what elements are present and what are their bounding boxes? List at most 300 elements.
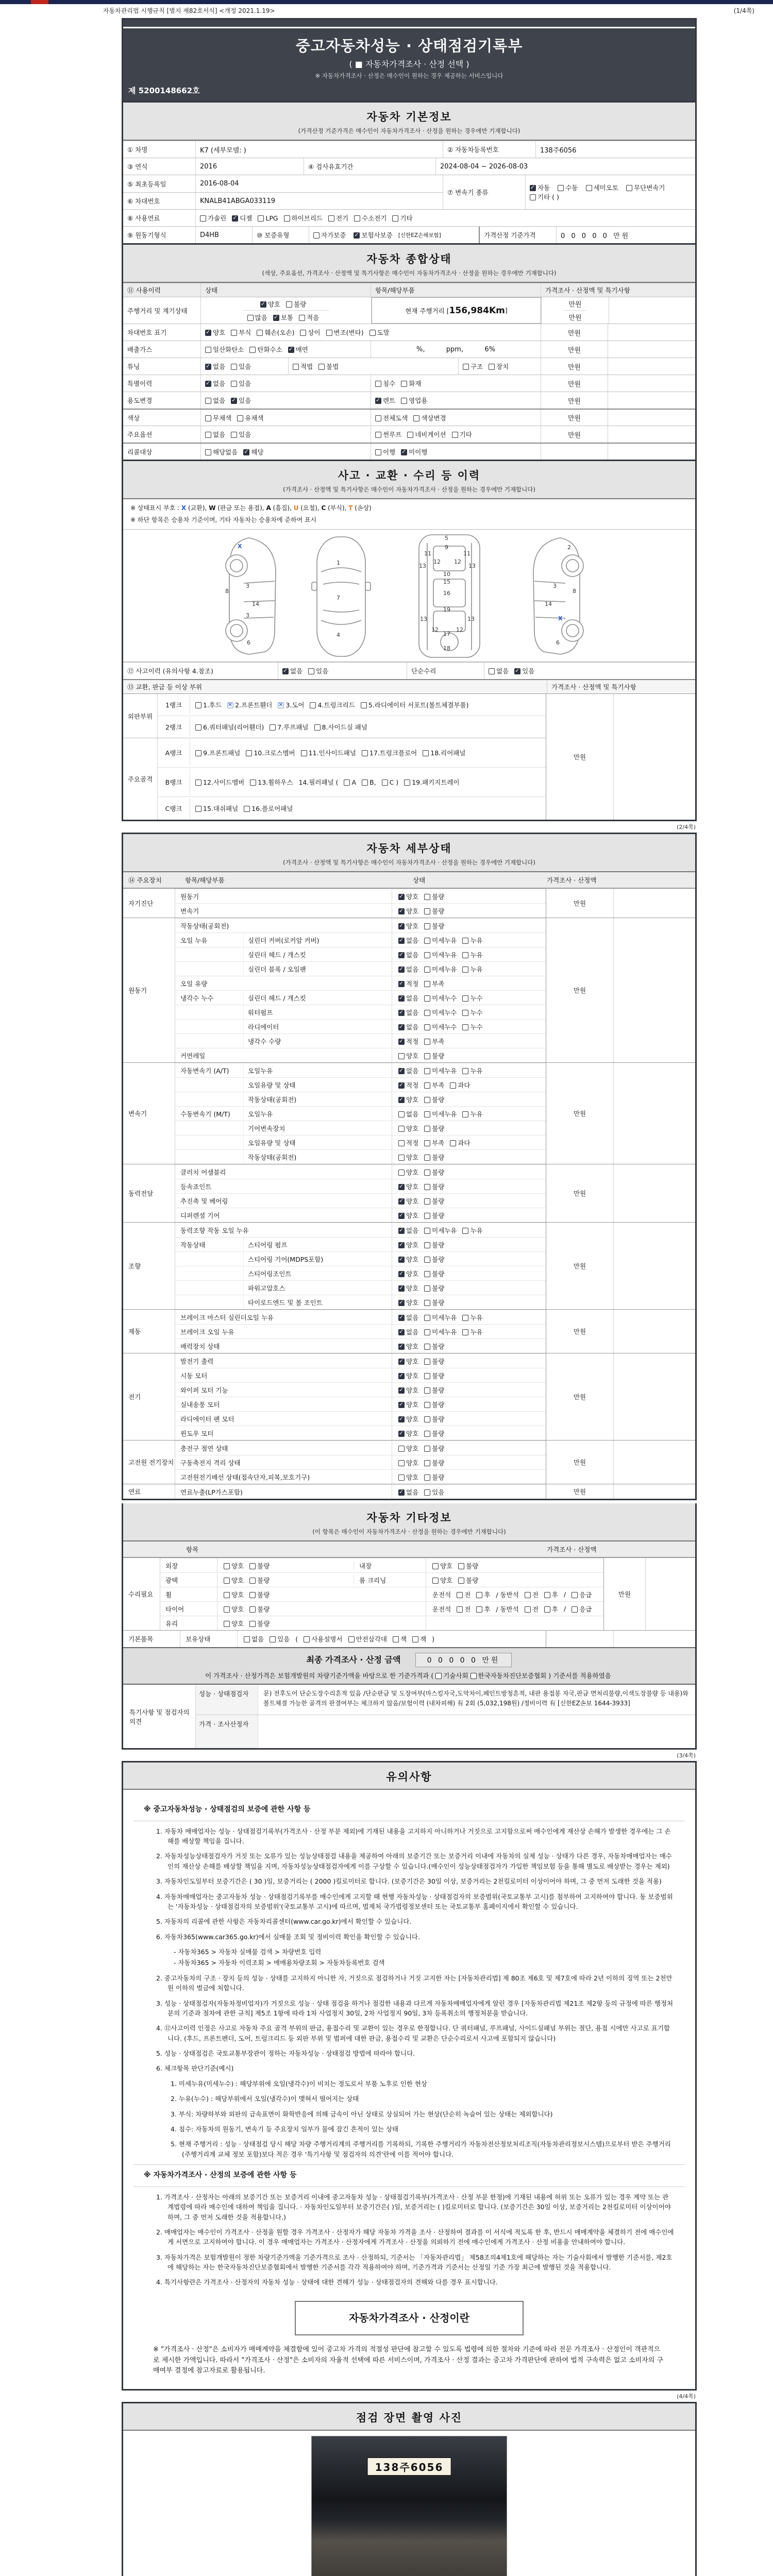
checkbox[interactable] <box>398 1271 405 1277</box>
checkbox[interactable] <box>398 1024 405 1030</box>
checkbox[interactable] <box>398 1257 405 1263</box>
checkbox[interactable] <box>195 806 201 812</box>
checkbox[interactable] <box>257 330 263 336</box>
repair-option <box>489 666 509 675</box>
checkbox[interactable] <box>424 1315 430 1321</box>
checkbox[interactable] <box>424 1155 430 1161</box>
state-option <box>398 1211 418 1220</box>
checkbox[interactable] <box>586 185 592 191</box>
checkbox[interactable] <box>476 1606 482 1613</box>
checkbox[interactable] <box>398 1184 405 1190</box>
checkbox[interactable] <box>243 449 249 455</box>
checkbox[interactable] <box>398 1359 405 1365</box>
checkbox[interactable] <box>424 1097 430 1103</box>
checkbox[interactable] <box>626 185 632 191</box>
transmission-option <box>558 183 578 192</box>
checkbox[interactable] <box>423 750 429 756</box>
photos-title: 점검 장면 촬영 사진 <box>356 2412 463 2425</box>
checkbox[interactable] <box>530 194 536 200</box>
final-price-label: 최종 가격조사 · 산정 금액 <box>306 1655 401 1665</box>
checkbox[interactable] <box>375 432 381 438</box>
repair-state-option <box>457 1590 470 1599</box>
checkbox[interactable] <box>375 449 381 455</box>
checkbox[interactable] <box>231 330 237 336</box>
checkbox[interactable] <box>369 330 376 336</box>
repair-state-option <box>224 1590 244 1599</box>
checkbox[interactable] <box>424 938 430 944</box>
checkbox[interactable] <box>398 981 405 987</box>
checkbox[interactable] <box>382 779 388 786</box>
checkbox[interactable] <box>401 381 407 387</box>
checkbox[interactable] <box>224 1606 230 1613</box>
checkbox[interactable] <box>375 415 381 421</box>
checkbox[interactable] <box>398 894 405 900</box>
checkbox[interactable] <box>525 1606 531 1613</box>
tuning-kind-options <box>458 358 541 375</box>
checkbox[interactable] <box>401 449 407 455</box>
checkbox[interactable] <box>558 185 564 191</box>
vin-option <box>205 328 225 337</box>
checkbox[interactable] <box>398 1111 405 1117</box>
state-option <box>398 1400 418 1409</box>
state-option <box>398 1357 418 1366</box>
main-option-label: 주요옵션 <box>127 431 153 438</box>
checkbox[interactable] <box>424 1111 430 1117</box>
checkbox[interactable] <box>270 1636 276 1642</box>
checkbox[interactable] <box>544 1606 550 1613</box>
checkbox[interactable] <box>424 1010 430 1016</box>
checkbox[interactable] <box>205 381 211 387</box>
checkbox[interactable] <box>244 1636 250 1642</box>
checkbox-label: 없음 <box>406 1488 419 1496</box>
checkbox[interactable] <box>424 1039 430 1045</box>
checkbox[interactable] <box>314 724 321 731</box>
checkbox-label: 있음 <box>316 667 329 675</box>
checkbox[interactable] <box>205 415 211 421</box>
checkbox[interactable] <box>401 398 407 404</box>
checkbox[interactable] <box>424 1213 430 1219</box>
detail-row <box>175 961 546 976</box>
checkbox[interactable] <box>246 750 252 756</box>
item-subname: 스티어링 기어(MDPS포함) <box>243 1252 392 1266</box>
checkbox[interactable] <box>424 1416 430 1422</box>
checkbox[interactable] <box>398 1228 405 1234</box>
notice-item: 5. 성능 · 상태점검은 국토교통부장관이 정하는 자동차성능 · 상태점검 방법에 따라야 합니다. <box>156 2049 415 2058</box>
checkbox[interactable] <box>462 952 468 958</box>
checkbox[interactable] <box>407 432 413 438</box>
checkbox[interactable] <box>462 1068 468 1074</box>
checkbox[interactable] <box>398 1053 405 1059</box>
checkbox[interactable] <box>424 1387 430 1394</box>
state-option <box>424 1429 444 1438</box>
checkbox[interactable] <box>224 1563 230 1569</box>
checkbox-label: 기준서를 적용하였음 <box>553 1672 611 1680</box>
checkbox[interactable] <box>424 1082 430 1089</box>
checkbox[interactable] <box>462 995 468 1002</box>
checkbox[interactable] <box>463 364 469 370</box>
detail-row <box>175 1469 546 1484</box>
checkbox[interactable] <box>205 330 211 336</box>
checkbox[interactable] <box>462 1010 468 1016</box>
checkbox[interactable] <box>195 724 201 731</box>
checkbox-label: 부족 <box>432 1139 445 1147</box>
checkbox-label: 미세누유 <box>432 1110 457 1118</box>
checkbox[interactable] <box>398 1489 405 1496</box>
checkbox[interactable] <box>452 432 458 438</box>
checkbox-label: 양호 <box>231 1605 244 1613</box>
detail-row <box>175 1440 546 1455</box>
checkbox[interactable] <box>398 1010 405 1016</box>
checkbox[interactable] <box>224 1621 230 1627</box>
checkbox[interactable] <box>328 215 334 222</box>
vin-label: ⑥ 차대번호 <box>127 197 160 205</box>
checkbox[interactable] <box>424 1285 430 1292</box>
checkbox[interactable] <box>258 215 264 222</box>
checkbox[interactable] <box>572 1606 578 1613</box>
checkbox[interactable] <box>424 1431 430 1437</box>
checkbox[interactable] <box>301 750 307 756</box>
checkbox[interactable] <box>489 364 495 370</box>
checkbox[interactable] <box>398 1373 405 1379</box>
checkbox[interactable] <box>270 724 276 731</box>
special-exist-options <box>200 375 371 392</box>
col-item: 항목/해당부품 <box>185 876 225 884</box>
page-indicator-2: (2/4쪽) <box>677 824 696 831</box>
diagram-label: 18 <box>443 645 450 652</box>
checkbox[interactable] <box>205 347 211 353</box>
checkbox[interactable] <box>398 1140 405 1146</box>
checkbox[interactable] <box>525 1592 531 1598</box>
checkbox[interactable] <box>424 908 430 914</box>
checkbox[interactable] <box>424 1475 430 1481</box>
checkbox[interactable] <box>432 1563 439 1569</box>
checkbox-label: 불량 <box>432 1168 445 1176</box>
checkbox[interactable] <box>398 1242 405 1248</box>
col-item: 항목 <box>186 1546 199 1553</box>
checkbox[interactable] <box>424 1373 430 1379</box>
document-title: 중고자동차성능 · 상태점검기록부 <box>295 37 523 55</box>
checkbox-label: 부족 <box>432 1081 445 1089</box>
detail-row <box>175 1005 546 1019</box>
checkbox[interactable] <box>424 1402 430 1408</box>
checkbox[interactable] <box>326 330 332 336</box>
inspection-period-value: 2024-08-04 ~ 2026-08-03 <box>435 158 695 175</box>
checkbox[interactable] <box>344 779 350 786</box>
checkbox[interactable] <box>398 967 405 973</box>
checkbox[interactable] <box>348 1636 355 1642</box>
checkbox[interactable] <box>424 1344 430 1350</box>
checkbox[interactable] <box>318 364 325 370</box>
checkbox[interactable] <box>476 1592 482 1598</box>
checkbox[interactable] <box>231 364 237 370</box>
checkbox[interactable] <box>398 908 405 914</box>
checkbox[interactable] <box>432 1578 439 1584</box>
checkbox[interactable] <box>424 1271 430 1277</box>
checkbox[interactable] <box>424 894 430 900</box>
checkbox[interactable] <box>398 1300 405 1306</box>
state-option <box>424 964 457 974</box>
repair-item: 휠 <box>165 1590 172 1599</box>
checkbox[interactable] <box>231 381 237 387</box>
checkbox[interactable] <box>205 449 211 455</box>
usage-option <box>205 396 225 405</box>
checkbox[interactable] <box>249 1563 256 1569</box>
checkbox[interactable] <box>398 1097 405 1103</box>
checkbox[interactable] <box>398 1039 405 1045</box>
checkbox[interactable] <box>424 1300 430 1306</box>
checkbox[interactable] <box>304 1636 310 1642</box>
checkbox[interactable] <box>450 1140 456 1146</box>
checkbox[interactable] <box>398 1475 405 1481</box>
item-name: 실내송풍 모터 <box>180 1400 220 1409</box>
checkbox[interactable] <box>462 1228 468 1234</box>
checkbox-label: 응급 <box>579 1605 592 1613</box>
checkbox[interactable] <box>244 806 250 812</box>
checkbox[interactable] <box>462 938 468 944</box>
checkbox[interactable] <box>424 952 430 958</box>
checkbox[interactable] <box>200 215 206 222</box>
checkbox[interactable] <box>435 1673 442 1679</box>
checkbox[interactable] <box>313 232 320 239</box>
checkbox[interactable] <box>398 1344 405 1350</box>
checkbox[interactable] <box>424 1242 430 1248</box>
detail-row <box>175 1338 546 1353</box>
checkbox[interactable] <box>237 415 243 421</box>
checkbox[interactable] <box>404 779 410 786</box>
checkbox[interactable] <box>458 1563 464 1569</box>
checkbox-label: 과다 <box>458 1081 470 1089</box>
panel-option <box>278 700 304 709</box>
checkbox[interactable] <box>398 1068 405 1074</box>
checkbox[interactable] <box>260 301 266 308</box>
checkbox[interactable] <box>354 232 360 239</box>
checkbox[interactable] <box>398 1402 405 1408</box>
checkbox-label: 없음 <box>406 994 419 1002</box>
col-price-note: 가격조사 · 산정액 및 특기사항 <box>541 283 695 297</box>
checkbox[interactable] <box>231 432 237 438</box>
rankC-options <box>190 802 546 815</box>
checkbox[interactable] <box>398 1082 405 1089</box>
checkbox[interactable] <box>424 1053 430 1059</box>
checkbox-label: 양호 <box>406 1400 419 1409</box>
checkbox-label: 일산화탄소 <box>213 346 244 353</box>
col-usage-history: ⑪ 사용이력 <box>127 286 161 294</box>
checkbox[interactable] <box>205 364 211 370</box>
checkbox[interactable] <box>398 995 405 1002</box>
checkbox[interactable] <box>424 1126 430 1132</box>
checkbox[interactable] <box>398 1170 405 1176</box>
checkbox[interactable] <box>299 315 305 321</box>
checkbox[interactable] <box>247 315 254 321</box>
checkbox[interactable] <box>489 668 495 674</box>
rankA-options <box>190 747 546 759</box>
notice-subitem: - 자동차365 > 자동차 실매물 검색 > 차량번호 입력 <box>174 1948 322 1956</box>
checkbox-label: 화재 <box>409 380 422 387</box>
checkbox[interactable] <box>249 1606 256 1613</box>
appraiser-comment <box>258 1715 695 1748</box>
checkbox[interactable] <box>450 1082 456 1089</box>
frame-option <box>362 778 376 786</box>
car-name-label: ① 차명 <box>127 146 148 154</box>
rank1-label: 1랭크 <box>158 695 190 715</box>
checkbox-label: 14.필러패널 ( <box>298 778 339 786</box>
checkbox-label: 탄화수소 <box>257 346 282 353</box>
checkbox-label: 양호 <box>406 1168 419 1176</box>
row-usage-change <box>123 392 695 409</box>
checkbox[interactable] <box>462 1024 468 1030</box>
checkbox[interactable] <box>462 1111 468 1117</box>
item-name: 브레이크 오일 누유 <box>180 1328 234 1336</box>
checkbox[interactable] <box>250 779 256 786</box>
checkbox[interactable] <box>398 1329 405 1335</box>
checkbox[interactable] <box>544 1592 550 1598</box>
checkbox[interactable] <box>231 398 237 404</box>
checkbox[interactable] <box>424 1460 430 1466</box>
checkbox[interactable] <box>424 995 430 1002</box>
checkbox[interactable] <box>398 1285 405 1292</box>
checkbox[interactable] <box>457 1592 463 1598</box>
checkbox[interactable] <box>424 1170 430 1176</box>
checkbox[interactable] <box>424 981 430 987</box>
checkbox[interactable] <box>205 432 211 438</box>
checkbox[interactable] <box>310 702 316 708</box>
checkbox[interactable] <box>424 1140 430 1146</box>
checkbox[interactable] <box>424 967 430 973</box>
checkbox[interactable] <box>458 1578 464 1584</box>
state-option <box>398 1167 418 1177</box>
checkbox[interactable] <box>398 1446 405 1452</box>
checkbox[interactable] <box>424 1184 430 1190</box>
checkbox[interactable] <box>424 1198 430 1205</box>
checkbox[interactable] <box>398 1126 405 1132</box>
checkbox[interactable] <box>375 398 381 404</box>
diagram-label: 6 <box>556 639 560 646</box>
checkbox[interactable] <box>424 1257 430 1263</box>
checkbox[interactable] <box>514 668 520 674</box>
checkbox[interactable] <box>300 330 306 336</box>
checkbox[interactable] <box>424 1446 430 1452</box>
basic-item-option <box>348 1634 387 1643</box>
checkbox[interactable] <box>413 415 419 421</box>
checkbox[interactable] <box>232 215 238 222</box>
checkbox-label: 색상변경 <box>421 414 446 422</box>
checkbox-label: 렌트 <box>383 397 396 404</box>
checkbox[interactable] <box>457 1606 463 1613</box>
checkbox[interactable] <box>249 1592 256 1598</box>
checkbox[interactable] <box>398 1155 405 1161</box>
checkbox[interactable] <box>361 702 367 708</box>
checkbox[interactable] <box>249 1621 256 1627</box>
checkbox[interactable] <box>362 750 368 756</box>
checkbox[interactable] <box>398 1387 405 1394</box>
item-name: 작동상태 <box>180 1241 206 1249</box>
checkbox[interactable] <box>249 1578 256 1584</box>
checkbox[interactable] <box>470 1673 477 1679</box>
checkbox[interactable] <box>398 1198 405 1205</box>
checkbox-label: 양호 <box>406 1124 419 1132</box>
checkbox[interactable] <box>284 215 290 222</box>
checkbox[interactable] <box>398 923 405 929</box>
item-name: 오일 유량 <box>180 979 208 988</box>
checkbox[interactable] <box>398 938 405 944</box>
repair-state-option <box>476 1604 490 1614</box>
checkbox[interactable] <box>572 1592 578 1598</box>
checkbox-label: 불량 <box>432 1298 445 1307</box>
checkbox[interactable] <box>398 1431 405 1437</box>
rankA-label: A랭크 <box>158 739 190 766</box>
item-name: 와이퍼 모터 기능 <box>180 1386 228 1394</box>
checkbox[interactable] <box>424 1489 430 1496</box>
checkbox[interactable] <box>195 779 201 786</box>
price-unit: 만원 <box>564 310 585 324</box>
checkbox[interactable] <box>362 779 368 786</box>
checkbox[interactable] <box>273 315 279 321</box>
checkbox[interactable] <box>424 1068 430 1074</box>
checkbox-label: 네비게이션 <box>415 431 446 438</box>
checkbox[interactable] <box>293 364 299 370</box>
checkbox-label: 양호 <box>406 1284 419 1292</box>
frame-option <box>362 748 417 757</box>
checkbox[interactable] <box>398 952 405 958</box>
checkbox[interactable] <box>308 668 314 674</box>
checkbox[interactable] <box>530 185 536 191</box>
checkbox[interactable] <box>227 702 233 708</box>
checkbox-label: 누유 <box>470 1328 483 1336</box>
state-option <box>398 1342 418 1351</box>
checkbox[interactable] <box>278 702 284 708</box>
checkbox[interactable] <box>205 398 211 404</box>
diagram-label: 13 <box>467 616 475 622</box>
reg-number-value: 138주6056 <box>535 141 695 158</box>
state-option <box>398 1255 418 1264</box>
checkbox[interactable] <box>412 1636 418 1642</box>
checkbox[interactable] <box>195 750 201 756</box>
checkbox[interactable] <box>462 1315 468 1321</box>
diagram-label: 3 <box>553 583 557 589</box>
checkbox[interactable] <box>398 1460 405 1466</box>
checkbox[interactable] <box>354 215 360 222</box>
checkbox[interactable] <box>195 702 201 708</box>
checkbox[interactable] <box>282 668 289 674</box>
checkbox[interactable] <box>424 1329 430 1335</box>
checkbox[interactable] <box>224 1592 230 1598</box>
basic-info-subtitle: (가격산정 기준가격은 매수인이 자동차가격조사 · 산정을 원하는 경우에만 기재합니다) <box>298 127 520 134</box>
checkbox[interactable] <box>398 1213 405 1219</box>
checkbox[interactable] <box>424 1024 430 1030</box>
checkbox[interactable] <box>424 923 430 929</box>
checkbox[interactable] <box>424 1228 430 1234</box>
checkbox[interactable] <box>392 215 398 222</box>
checkbox[interactable] <box>398 1416 405 1422</box>
row-recall <box>123 443 695 460</box>
checkbox[interactable] <box>398 1315 405 1321</box>
checkbox[interactable] <box>249 347 256 353</box>
checkbox[interactable] <box>462 1329 468 1335</box>
checkbox-label: 기타 ( ) <box>537 193 559 201</box>
checkbox[interactable] <box>424 1359 430 1365</box>
checkbox[interactable] <box>393 1636 399 1642</box>
checkbox[interactable] <box>462 967 468 973</box>
checkbox[interactable] <box>286 301 292 308</box>
checkbox[interactable] <box>288 347 294 353</box>
color-tone-options <box>200 410 371 426</box>
vin-option <box>300 328 320 337</box>
repair-state-option <box>432 1604 451 1614</box>
basic-item-option <box>432 1635 434 1643</box>
checkbox[interactable] <box>375 381 381 387</box>
checkbox[interactable] <box>224 1578 230 1584</box>
basic-row-reg-vin <box>123 175 695 209</box>
